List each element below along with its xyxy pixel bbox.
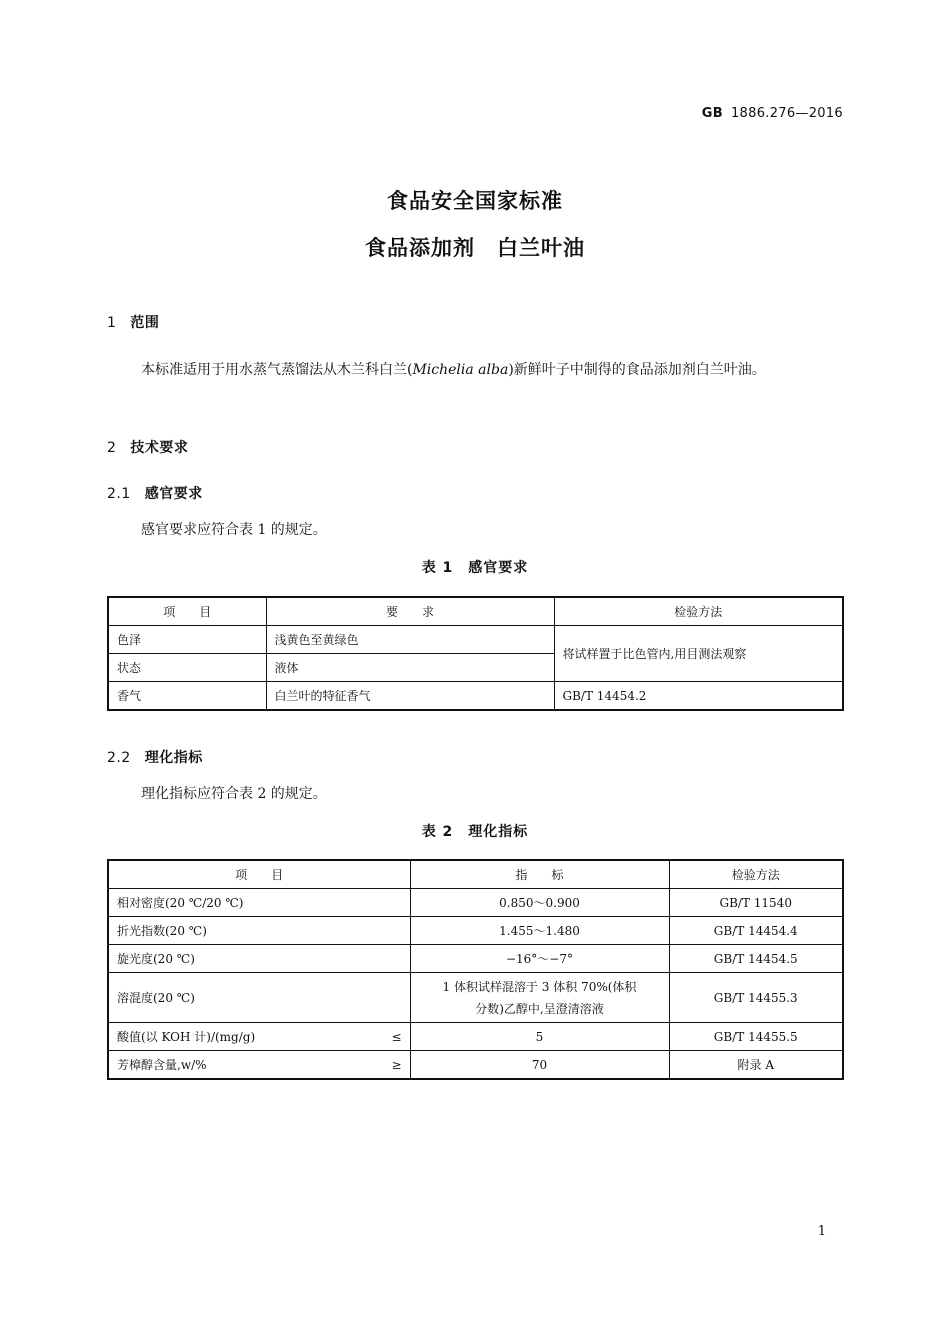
section-1-latin-name: Michelia alba <box>412 362 509 378</box>
table-1-sensory <box>107 596 844 711</box>
cell-value-line2: 分数)乙醇中,呈澄清溶液 <box>475 1001 604 1016</box>
cell-value: 70 <box>410 1051 669 1080</box>
cell-value-line1: 1 体积试样混溶于 3 体积 70%(体积 <box>442 979 637 994</box>
less-equal-symbol: ≤ <box>391 1029 402 1044</box>
cell-test-method: GB/T 14455.3 <box>669 973 843 1023</box>
section-2-2-title: 理化指标 <box>144 750 203 766</box>
cell-test-method: GB/T 11540 <box>669 889 843 917</box>
cell-test-method: 附录 A <box>669 1051 843 1080</box>
cell-test-method: GB/T 14454.5 <box>669 945 843 973</box>
standard-code-prefix: GB <box>701 106 723 121</box>
cell-test-method: GB/T 14454.2 <box>554 682 843 711</box>
table-row <box>108 917 843 945</box>
header-index: 指 标 <box>410 860 669 889</box>
cell-item: 溶混度(20 ℃) <box>108 973 410 1023</box>
table-row <box>108 973 843 1023</box>
cell-item <box>108 1023 410 1051</box>
cell-value <box>410 973 669 1023</box>
header-requirement: 要 求 <box>266 597 554 626</box>
section-1-text-before: 本标准适用于用水蒸气蒸馏法从木兰科白兰( <box>141 362 413 378</box>
cell-requirement: 浅黄色至黄绿色 <box>266 626 554 654</box>
cell-value: 5 <box>410 1023 669 1051</box>
cell-item-label: 芳樟醇含量,w/% <box>117 1058 207 1072</box>
table-row <box>108 682 843 711</box>
cell-item: 色泽 <box>108 626 266 654</box>
header-item: 项 目 <box>108 860 410 889</box>
cell-item <box>108 1051 410 1080</box>
section-1-number: 1 <box>107 315 117 331</box>
header-item: 项 目 <box>108 597 266 626</box>
table-header-row <box>108 860 843 889</box>
cell-item: 相对密度(20 ℃/20 ℃) <box>108 889 410 917</box>
section-2-2-paragraph: 理化指标应符合表 2 的规定。 <box>141 786 327 802</box>
standard-code <box>702 106 843 121</box>
standard-code-number: 1886.276—2016 <box>730 106 843 121</box>
section-1-text-after: )新鲜叶子中制得的食品添加剂白兰叶油。 <box>508 362 766 378</box>
cell-test-method: GB/T 14455.5 <box>669 1023 843 1051</box>
header-test-method: 检验方法 <box>554 597 843 626</box>
section-2-1-title: 感官要求 <box>144 486 203 502</box>
cell-item: 状态 <box>108 654 266 682</box>
table-1-caption: 表 1 感官要求 <box>421 560 529 576</box>
greater-equal-symbol: ≥ <box>391 1057 402 1072</box>
section-2-1-heading <box>107 483 203 503</box>
cell-value: 0.850～0.900 <box>410 889 669 917</box>
cell-item: 旋光度(20 ℃) <box>108 945 410 973</box>
section-1-paragraph <box>107 358 843 382</box>
cell-test-method: GB/T 14454.4 <box>669 917 843 945</box>
table-header-row <box>108 597 843 626</box>
page-number: 1 <box>817 1224 826 1239</box>
table-row <box>108 1051 843 1080</box>
table-row <box>108 1023 843 1051</box>
cell-item: 折光指数(20 ℃) <box>108 917 410 945</box>
cell-item: 香气 <box>108 682 266 711</box>
cell-test-method-merged: 将试样置于比色管内,用目测法观察 <box>554 626 843 682</box>
section-2-number: 2 <box>107 440 117 456</box>
cell-value: −16°～−7° <box>410 945 669 973</box>
cell-requirement: 白兰叶的特征香气 <box>266 682 554 711</box>
section-2-2-heading <box>107 747 203 767</box>
section-2-heading <box>107 437 188 457</box>
table-row <box>108 945 843 973</box>
table-2-physicochemical <box>107 859 844 1080</box>
cell-value: 1.455～1.480 <box>410 917 669 945</box>
section-2-1-paragraph: 感官要求应符合表 1 的规定。 <box>141 522 327 538</box>
table-2-caption: 表 2 理化指标 <box>421 824 529 840</box>
table-row <box>108 889 843 917</box>
section-2-title: 技术要求 <box>130 440 189 456</box>
cell-item-label: 酸值(以 KOH 计)/(mg/g) <box>117 1030 256 1044</box>
table-row <box>108 626 843 654</box>
section-2-2-number: 2.2 <box>107 750 131 766</box>
cell-requirement: 液体 <box>266 654 554 682</box>
section-1-heading <box>107 312 159 332</box>
section-1-title: 范围 <box>130 315 160 331</box>
document-title-line2: 食品添加剂 白兰叶油 <box>365 236 585 260</box>
section-2-1-number: 2.1 <box>107 486 131 502</box>
header-test-method: 检验方法 <box>669 860 843 889</box>
document-title-line1: 食品安全国家标准 <box>387 189 563 213</box>
